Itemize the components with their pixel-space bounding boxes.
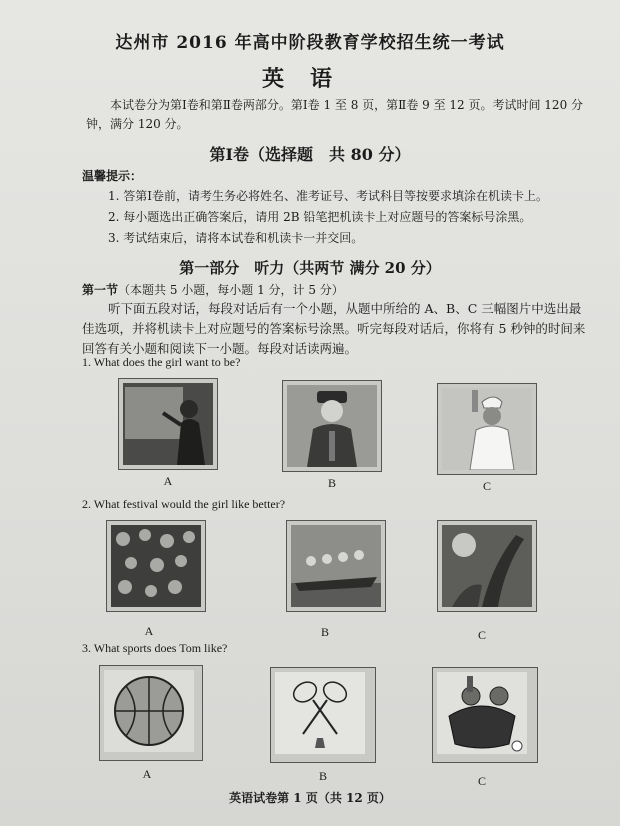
tips-heading: 温馨提示： bbox=[82, 169, 143, 183]
section-label: 第一节 bbox=[82, 283, 119, 297]
exam-intro: 本试卷分为第Ⅰ卷和第Ⅱ卷两部分。第Ⅰ卷 1 至 8 页，第Ⅱ卷 9 至 12 页。考试时间 120 分钟，满分 120 分。 bbox=[86, 98, 584, 131]
question-3: 3. What sports does Tom like? bbox=[82, 641, 228, 655]
option-label: C bbox=[482, 479, 491, 493]
option-label: B bbox=[318, 769, 327, 783]
question-1: 1. What does the girl want to be? bbox=[82, 355, 241, 369]
lantern-festival-photo bbox=[106, 520, 206, 612]
table-tennis-drawing bbox=[432, 667, 538, 763]
dragon-boat-festival-photo bbox=[286, 520, 386, 612]
tips-list bbox=[108, 186, 588, 249]
option-label: A bbox=[144, 624, 154, 638]
option-label: C bbox=[477, 628, 486, 642]
tip-item: 3. 考试结束后，请将本试卷和机读卡一并交回。 bbox=[108, 231, 364, 245]
option-label: B bbox=[327, 476, 336, 490]
section-instructions: 听下面五段对话，每段对话后有一个小题，从题中所给的 A、B、C 三幅图片中选出最佳选项，并将机读卡上对应题号的答案标号涂黑。听完每段对话后，你将有 5 秒钟的时间来回答有关小题和阅读下一小题。每段对话读两遍。 bbox=[82, 301, 586, 356]
soldier-photo bbox=[282, 380, 382, 472]
tip-item: 1. 答第Ⅰ卷前，请考生务必将姓名、准考证号、考试科目等按要求填涂在机读卡上。 bbox=[108, 189, 549, 203]
teacher-photo bbox=[118, 378, 218, 470]
volume-title: 第Ⅰ卷（选择题 共 80 分） bbox=[209, 145, 411, 164]
basketball-drawing bbox=[99, 665, 203, 761]
section-heading bbox=[82, 281, 344, 298]
nurse-photo bbox=[437, 383, 537, 475]
section-detail: （本题共 5 小题，每小题 1 分，计 5 分） bbox=[118, 283, 344, 297]
option-label: C bbox=[477, 774, 486, 788]
mid-autumn-festival-photo bbox=[437, 520, 537, 612]
page-footer: 英语试卷第 1 页（共 12 页） bbox=[229, 791, 391, 805]
question-2: 2. What festival would the girl like better? bbox=[82, 497, 286, 511]
exam-title: 达州市 2016 年高中阶段教育学校招生统一考试 bbox=[115, 33, 505, 53]
tip-item: 2. 每小题选出正确答案后，请用 2B 铅笔把机读卡上对应题号的答案标号涂黑。 bbox=[108, 210, 532, 224]
option-label: A bbox=[163, 474, 173, 488]
part-title: 第一部分 听力（共两节 满分 20 分） bbox=[179, 259, 441, 277]
option-label: A bbox=[142, 767, 152, 781]
badminton-drawing bbox=[270, 667, 376, 763]
subject-title: 英语 bbox=[261, 66, 358, 92]
option-label: B bbox=[320, 625, 329, 639]
